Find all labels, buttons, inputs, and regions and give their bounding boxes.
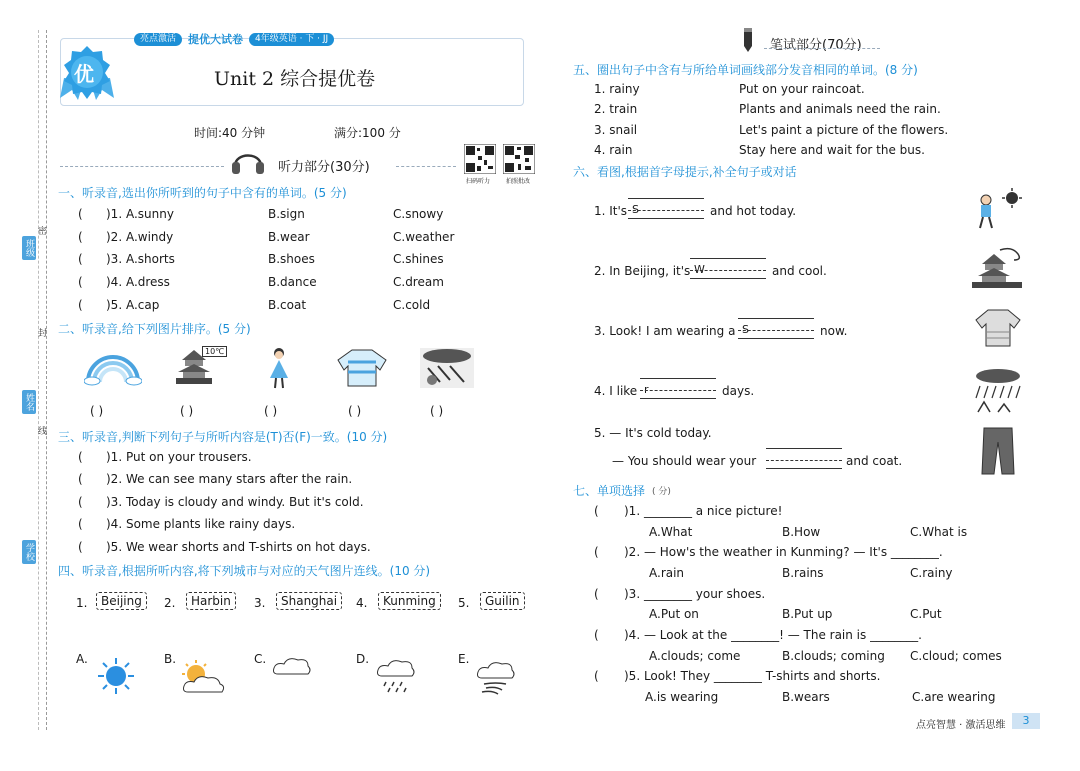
s6-item3-letter: S [742, 323, 749, 336]
exam-time: 时间:40 分钟 [194, 126, 266, 140]
margin-mark-line: 线 [38, 427, 48, 437]
sweater-picture-icon [974, 308, 1022, 348]
grade-pill: 4年级英语 · 下 · JJ [249, 33, 334, 46]
s1-item5-c: C.cold [393, 298, 431, 312]
thermometer-label: 10℃ [202, 346, 227, 357]
trousers-picture-icon [980, 426, 1016, 476]
s6-item3-guide-top [738, 318, 814, 319]
s7-item3-question: )3. ________ your shoes. [624, 587, 766, 601]
s7-item2-paren[interactable]: ( [594, 545, 599, 559]
headphones-icon [230, 144, 266, 176]
s2-blank3[interactable]: ( ) [264, 404, 278, 418]
s1-item2-b: B.wear [268, 230, 310, 244]
section7-title: 七、单项选择 [573, 484, 646, 498]
s6-item1-letter: S [632, 203, 639, 216]
partly-cloudy-icon[interactable] [178, 660, 228, 696]
city1-num: 1. [76, 596, 88, 610]
s5-sentence1[interactable]: Put on your raincoat. [739, 82, 865, 96]
s1-item2-c: C.weather [393, 230, 455, 244]
s7-item3-paren[interactable]: ( [594, 587, 599, 601]
s2-blank4[interactable]: ( ) [348, 404, 362, 418]
s7-item5-b[interactable]: B.wears [782, 690, 830, 704]
option-b-label: B. [164, 652, 177, 666]
section7-score: ( 分) [652, 487, 671, 497]
rainy-icon[interactable] [376, 654, 418, 696]
s5-sentence2[interactable]: Plants and animals need the rain. [739, 102, 941, 116]
sweater-icon [336, 348, 388, 388]
windy-storm-icon [420, 348, 474, 388]
s1-item1-paren[interactable]: ( [78, 207, 83, 221]
s6-item4-pre: 4. I like [594, 384, 638, 398]
s1-item3-b: B.shoes [268, 252, 315, 266]
exam-score: 满分:100 分 [334, 126, 401, 140]
s3-item5-text: )5. We wear shorts and T-shirts on hot days. [106, 540, 371, 554]
s1-item4-a: )4. A.dress [106, 275, 170, 289]
s7-item2-question: )2. — How's the weather in Kunming? — It's ________. [624, 545, 943, 559]
s5-word1: 1. rainy [594, 82, 640, 96]
divider-right [396, 166, 456, 167]
s6-item5-pre: — You should wear your [612, 454, 757, 468]
rain-storm-picture-icon [974, 368, 1022, 414]
option-d-label: D. [356, 652, 370, 666]
pencil-icon [740, 26, 762, 54]
city-shanghai[interactable]: Shanghai [276, 592, 342, 610]
page-number: 3 [1012, 713, 1040, 729]
margin-tab-class: 班级 [22, 236, 36, 260]
s7-item4-b[interactable]: B.clouds; coming [782, 649, 885, 663]
s6-item2-post: and cool. [772, 264, 827, 278]
margin-tab-school: 学校 [22, 540, 36, 564]
s6-item5-guide-top [766, 448, 842, 449]
s7-item2-b[interactable]: B.rains [782, 566, 824, 580]
s7-item3-c[interactable]: C.Put [910, 607, 942, 621]
s1-item4-b: B.dance [268, 275, 317, 289]
s1-item1-c: C.snowy [393, 207, 444, 221]
s7-item1-b[interactable]: B.How [782, 525, 821, 539]
written-title: 笔试部分(70分) [770, 38, 862, 53]
city2-num: 2. [164, 596, 176, 610]
s1-item2-paren[interactable]: ( [78, 230, 83, 244]
s6-item5-line1: 5. — It's cold today. [594, 426, 712, 440]
s6-item4-post: days. [722, 384, 755, 398]
s6-item2-guide-mid [690, 270, 766, 271]
windy-icon[interactable] [476, 656, 518, 696]
s6-item2-answer-line[interactable] [690, 278, 766, 279]
s6-item5-post: and coat. [846, 454, 903, 468]
s7-item5-question: )5. Look! They ________ T-shirts and shorts. [624, 669, 881, 683]
s6-item3-pre: 3. Look! I am wearing a [594, 324, 736, 338]
option-c-label: C. [254, 652, 267, 666]
city-kunming[interactable]: Kunming [378, 592, 441, 610]
s5-word2: 2. train [594, 102, 638, 116]
s3-item4-text: )4. Some plants like rainy days. [106, 517, 296, 531]
s7-item2-c[interactable]: C.rainy [910, 566, 953, 580]
s1-item3-paren[interactable]: ( [78, 252, 83, 266]
margin-mark-close: 封 [38, 329, 48, 339]
s3-item2-text: )2. We can see many stars after the rain. [106, 472, 353, 486]
s6-item1-pre: 1. It's [594, 204, 628, 218]
s6-item1-guide-mid [628, 210, 704, 211]
s6-item1-answer-line[interactable] [628, 218, 704, 219]
s2-blank1[interactable]: ( ) [90, 404, 104, 418]
section3-title: 三、听录音,判断下列句子与所听内容是(T)否(F)一致。(10 分) [58, 430, 388, 444]
s3-item5-paren[interactable]: ( [78, 540, 83, 554]
s6-item4-answer-line[interactable] [640, 398, 716, 399]
s7-item4-question: )4. — Look at the ________! — The rain is ________. [624, 628, 922, 642]
section5-title: 五、圈出句子中含有与所给单词画线部分发音相同的单词。(8 分) [573, 63, 918, 77]
s1-item4-c: C.dream [393, 275, 444, 289]
section6-title: 六、看图,根据首字母提示,补全句子或对话 [573, 165, 797, 179]
sunny-icon[interactable] [96, 656, 136, 696]
qr-caption-grading: 拍照批改 [506, 178, 531, 185]
s7-item5-paren[interactable]: ( [594, 669, 599, 683]
s6-item1-guide-top [628, 198, 704, 199]
s7-item1-c[interactable]: C.What is [910, 525, 968, 539]
binding-line [46, 30, 47, 730]
city-guilin[interactable]: Guilin [480, 592, 525, 610]
rainbow-icon [84, 348, 142, 386]
s6-item2-pre: 2. In Beijing, it's [594, 264, 691, 278]
listening-title: 听力部分(30分) [278, 160, 370, 175]
s6-item2-letter: W [694, 263, 705, 276]
s6-item4-guide-mid [640, 390, 716, 391]
s3-item3-paren[interactable]: ( [78, 495, 83, 509]
s6-item5-guide-mid [766, 460, 842, 461]
s2-blank5[interactable]: ( ) [430, 404, 444, 418]
qr-code-grading-icon[interactable] [503, 144, 535, 174]
s7-item3-b[interactable]: B.Put up [782, 607, 833, 621]
cloudy-icon[interactable] [272, 652, 312, 678]
s7-item1-paren[interactable]: ( [594, 504, 599, 518]
option-a-label: A. [76, 652, 88, 666]
s2-blank2[interactable]: ( ) [180, 404, 194, 418]
city3-num: 3. [254, 596, 266, 610]
divider-left [60, 166, 224, 167]
footer-slogan: 点亮智慧 · 激活思维 [916, 720, 1006, 731]
s7-item1-question: )1. ________ a nice picture! [624, 504, 783, 518]
s5-sentence3[interactable]: Let's paint a picture of the flowers. [739, 123, 949, 137]
hot-sun-boy-icon [972, 188, 1022, 230]
girl-in-dress-icon [266, 346, 292, 390]
s5-word4: 4. rain [594, 143, 633, 157]
city4-num: 4. [356, 596, 368, 610]
s1-item5-b: B.coat [268, 298, 307, 312]
s6-item4-letter: r [644, 383, 649, 396]
brand-pill: 亮点激活 [134, 33, 182, 46]
qr-code-listening-icon[interactable] [464, 144, 496, 174]
badge-text: 优 [74, 62, 94, 86]
s3-item1-text: )1. Put on your trousers. [106, 450, 252, 464]
s3-item4-paren[interactable]: ( [78, 517, 83, 531]
s5-word3: 3. snail [594, 123, 638, 137]
s6-item5-answer-line[interactable] [766, 468, 842, 469]
option-e-label: E. [458, 652, 470, 666]
s1-item3-c: C.shines [393, 252, 444, 266]
s3-item2-paren[interactable]: ( [78, 472, 83, 486]
section2-title: 二、听录音,给下列图片排序。(5 分) [58, 322, 251, 336]
s1-item1-b: B.sign [268, 207, 305, 221]
s6-item3-guide-mid [738, 330, 814, 331]
city-harbin[interactable]: Harbin [186, 592, 236, 610]
s5-sentence4[interactable]: Stay here and wait for the bus. [739, 143, 925, 157]
s3-item3-text: )3. Today is cloudy and windy. But it's cold. [106, 495, 364, 509]
brand-name: 提优大试卷 [188, 33, 244, 46]
city-beijing[interactable]: Beijing [96, 592, 147, 610]
s1-item5-a: )5. A.cap [106, 298, 160, 312]
s6-item3-post: now. [820, 324, 848, 338]
margin-mark-seal: 密 [38, 227, 48, 237]
city5-num: 5. [458, 596, 470, 610]
s1-item2-a: )2. A.windy [106, 230, 174, 244]
written-underline [764, 48, 880, 49]
s7-item4-c[interactable]: C.cloud; comes [910, 649, 1002, 663]
section1-title: 一、听录音,选出你所听到的句子中含有的单词。(5 分) [58, 186, 347, 200]
s7-item5-a[interactable]: A.is wearing [645, 690, 719, 704]
qr-caption-listening: 扫码听力 [466, 178, 491, 185]
beijing-temple-windy-icon [970, 246, 1024, 292]
s7-item3-a[interactable]: A.Put on [649, 607, 699, 621]
s6-item1-post: and hot today. [710, 204, 797, 218]
margin-tab-name: 姓名 [22, 390, 36, 414]
s7-item1-a[interactable]: A.What [649, 525, 693, 539]
s1-item4-paren[interactable]: ( [78, 275, 83, 289]
s3-item1-paren[interactable]: ( [78, 450, 83, 464]
s6-item4-guide-top [640, 378, 716, 379]
s6-item2-guide-top [690, 258, 766, 259]
s7-item4-a[interactable]: A.clouds; come [649, 649, 741, 663]
s7-item2-a[interactable]: A.rain [649, 566, 685, 580]
header-banner [134, 32, 334, 46]
s7-item5-c[interactable]: C.are wearing [912, 690, 996, 704]
s1-item1-a: )1. A.sunny [106, 207, 174, 221]
page-title: Unit 2 综合提优卷 [214, 68, 376, 90]
s7-item4-paren[interactable]: ( [594, 628, 599, 642]
s1-item5-paren[interactable]: ( [78, 298, 83, 312]
binding-line-outer [38, 30, 39, 730]
s1-item3-a: )3. A.shorts [106, 252, 175, 266]
section4-title: 四、听录音,根据所听内容,将下列城市与对应的天气图片连线。(10 分) [58, 564, 431, 578]
s6-item3-answer-line[interactable] [738, 338, 814, 339]
